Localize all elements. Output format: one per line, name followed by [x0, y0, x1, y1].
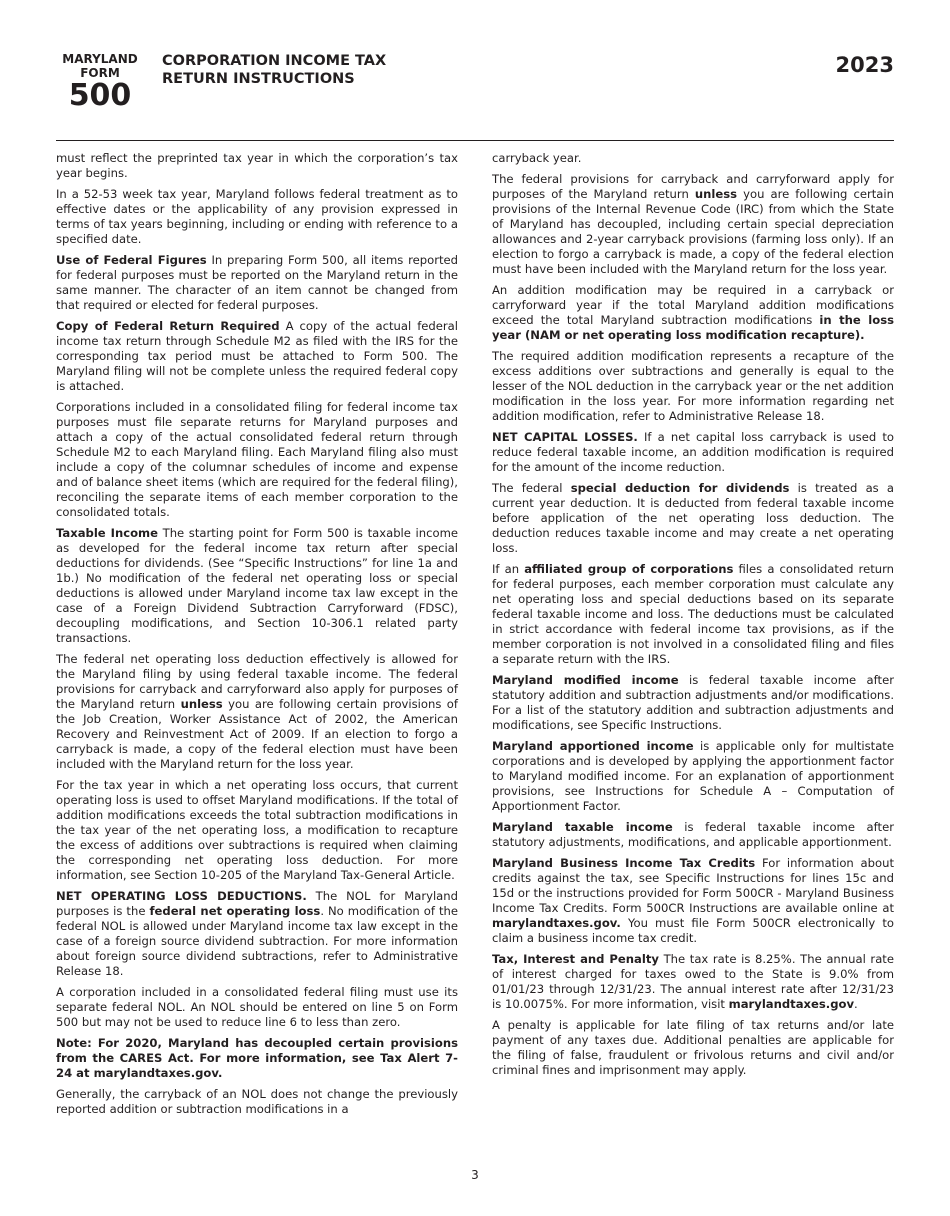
text: The starting point for Form 500 is taxable income as developed for the federal income tax return after special deductions for dividends. (See “Specific Instructions” for line 1a and 1b.) No modification of the federal net operating loss or special deductions is allowed under Maryland income tax law except in the case of a Foreign Dividend Subtraction Carryforward (FDSC), decoupling modifications, and Section 10-306.1 related party transactions.: [56, 526, 458, 645]
text: The required addition modification represents a recapture of the excess additions over subtractions and generally is equal to the lesser of the NOL deduction in the carryback year or the net addition modification in the loss year. For more information regarding net addition modification, refer to Administrative Release 18.: [492, 349, 894, 423]
bold-text: Maryland taxable income: [492, 820, 673, 834]
text: files a consolidated return for federal purposes, each member corporation must calculate any net operating loss and special deductions based on its separate federal taxable income and loss. The deductions must be calculated in strict accordance with federal income tax provisions, as if the member corporation is not involved in a consolidated filing and files a separate return with the IRS.: [492, 562, 895, 666]
form-number: 500: [68, 78, 132, 113]
bold-text: marylandtaxes.gov: [728, 997, 855, 1011]
bold-text: Note: For 2020, Maryland has decoupled certain provisions from the CARES Act. For more information, see Tax Alert 7-24 at marylandtaxes.gov.: [56, 1036, 458, 1080]
bold-text: in the loss year (NAM or net operating loss modification recapture).: [492, 313, 895, 342]
bold-text: Maryland apportioned income: [492, 739, 694, 753]
bold-text: Use of Federal Figures: [56, 253, 207, 267]
paragraph: [492, 283, 894, 343]
text: The federal net operating loss deduction effectively is allowed for the Maryland filing by using federal taxable income. The federal provisions for carryback and carryforward also apply for purposes of the Maryland return: [56, 652, 458, 711]
text: is applicable only for multistate corporations and is developed by applying the apportionment factor to Maryland modified income. For an explanation of apportionment provisions, see Instructions for Schedule A – Computation of Apportionment Factor.: [492, 739, 894, 813]
text: An addition modification may be required in a carryback or carryforward year if the total Maryland addition modifications exceed the total Maryland subtraction modifications: [492, 283, 894, 327]
text: you are following certain provisions of the Internal Revenue Code (IRC) from which the State of Maryland has decoupled, including certain special depreciation allowances and 2-year carryback provisions (farming loss only). If an election to forgo a carryback is made, a copy of the federal election must have been included with the Maryland return for the loss year.: [492, 187, 894, 276]
paragraph: [56, 778, 458, 883]
paragraph: [492, 820, 894, 850]
paragraph: [56, 1036, 458, 1081]
paragraph: [492, 562, 894, 667]
text: . No modification of the federal NOL is allowed under Maryland income tax law except in the case of a foreign source dividend subtraction. For more information about foreign source dividend subtractions, refer to Administrative Release 18.: [56, 904, 458, 978]
state-label: MARYLAND: [62, 52, 138, 66]
text: In a 52-53 week tax year, Maryland follows federal treatment as to effective dates or the applicability of any provision expressed in terms of tax years beginning, including or ending with reference to a specified date.: [56, 187, 458, 246]
paragraph: [56, 400, 458, 520]
text: The NOL for Maryland purposes is the: [56, 889, 458, 918]
paragraph: [492, 673, 894, 733]
text: .: [854, 997, 858, 1011]
text: The federal: [492, 481, 571, 495]
bold-text: federal net operating loss: [149, 904, 321, 918]
text: A penalty is applicable for late filing of tax returns and/or late payment of any taxes due. Additional penalties are applicable for the filing of false, fraudulent or frivolous returns and civil and/or criminal fines and imprisonment may apply.: [492, 1018, 894, 1077]
bold-text: NET CAPITAL LOSSES.: [492, 430, 638, 444]
bold-text: Maryland modified income: [492, 673, 679, 687]
text: If an: [492, 562, 525, 576]
paragraph: [56, 187, 458, 247]
paragraph: [492, 952, 894, 1012]
paragraph: [56, 151, 458, 181]
text: Generally, the carryback of an NOL does not change the previously reported addition or subtraction modifications in a: [56, 1087, 458, 1116]
bold-text: Tax, Interest and Penalty: [492, 952, 659, 966]
paragraph: [56, 889, 458, 979]
left-column: [56, 151, 458, 1123]
tax-year: 2023: [835, 53, 894, 77]
text: You must file Form 500CR electronically to claim a business income tax credit.: [492, 916, 894, 945]
form-id-block: [56, 52, 144, 111]
title-line-1: CORPORATION INCOME TAX: [162, 53, 387, 69]
bold-text: Taxable Income: [56, 526, 158, 540]
paragraph: [56, 319, 458, 394]
text: For the tax year in which a net operating loss occurs, that current operating loss is used to offset Maryland modifications. If the total of addition modifications exceeds the total subtraction modifications in the tax year of the net operating loss, a modification to recapture the excess of additions over subtractions is required when claiming the corresponding net operating loss deduction. For more information, see Section 10-205 of the Maryland Tax-General Article.: [56, 778, 458, 882]
bold-text: affiliated group of corporations: [524, 562, 734, 576]
text: carryback year.: [492, 151, 582, 165]
text: For information about credits against the tax, see Specific Instructions for lines 15c and 15d or the instructions provided for Form 500CR - Maryland Business Income Tax Credits. Form 500CR Instructions are available online at: [492, 856, 894, 915]
text: In preparing Form 500, all items reported for federal purposes must be reported on the Maryland return in the same manner. The character of an item cannot be changed from that required or elected for federal purposes.: [56, 253, 458, 312]
bold-text: unless: [694, 187, 738, 201]
paragraph: [492, 739, 894, 814]
bold-text: Copy of Federal Return Required: [56, 319, 280, 333]
text: Corporations included in a consolidated filing for federal income tax purposes must file separate returns for Maryland purposes and attach a copy of the actual consolidated federal return through Schedule M2 to each Maryland filing. Each Maryland filing also must include a copy of the columnar schedules of income and expense and of balance sheet items (which are required for the federal filing), reconciling the separate items of each member corporation to the consolidated totals.: [56, 400, 458, 519]
paragraph: [492, 481, 894, 556]
text: is federal taxable income after statutory addition and subtraction adjustments and/or modifications. For a list of the statutory addition and subtraction adjustments and modifications, see Specific Instructions.: [492, 673, 894, 732]
paragraph: [56, 652, 458, 772]
bold-text: unless: [180, 697, 223, 711]
paragraph: [492, 430, 894, 475]
paragraph: [492, 1018, 894, 1078]
text: is federal taxable income after statutory adjustments, modifications, and applicable apportionment.: [492, 820, 894, 849]
paragraph: [56, 1087, 458, 1117]
text: A corporation included in a consolidated federal filing must use its separate federal NOL. An NOL should be entered on line 5 on Form 500 but may not be used to reduce line 6 to less than zero.: [56, 985, 458, 1029]
page-number: 3: [471, 1168, 479, 1182]
right-column: [492, 151, 894, 1084]
paragraph: [56, 985, 458, 1030]
bold-text: marylandtaxes.gov.: [492, 916, 621, 930]
header-divider: [56, 140, 894, 141]
paragraph: [56, 253, 458, 313]
bold-text: NET OPERATING LOSS DEDUCTIONS.: [56, 889, 307, 903]
form-label: FORM: [80, 66, 120, 80]
paragraph: [492, 349, 894, 424]
bold-text: special deduction for dividends: [570, 481, 790, 495]
bold-text: Maryland Business Income Tax Credits: [492, 856, 756, 870]
paragraph: [56, 526, 458, 646]
text: If a net capital loss carryback is used to reduce federal taxable income, an addition modification is required for the amount of the income reduction.: [492, 430, 894, 474]
text: must reflect the preprinted tax year in which the corporation’s tax year begins.: [56, 151, 458, 180]
text: you are following certain provisions of the Job Creation, Worker Assistance Act of 2002, the American Recovery and Reinvestment Act of 2009. If an election to forgo a carryback is made, a copy of the federal election must have been included with the Maryland return for the loss year.: [56, 697, 458, 771]
title-line-2: RETURN INSTRUCTIONS: [162, 71, 355, 87]
paragraph: [492, 172, 894, 277]
text: is treated as a current year deduction. It is deducted from federal taxable income before application of the net operating loss deduction. The deduction reduces taxable income and may create a net operating loss.: [492, 481, 894, 555]
text: The tax rate is 8.25%. The annual rate of interest charged for taxes owed to the State is 9.0% from 01/01/23 through 12/31/23. The annual interest rate after 12/31/23 is 10.0075%. For more information, visit: [492, 952, 894, 1011]
text: A copy of the actual federal income tax return through Schedule M2 as filed with the IRS for the corresponding tax period must be attached to Form 500. The Maryland filing will not be complete unless the required federal copy is attached.: [56, 319, 458, 393]
paragraph: [492, 151, 894, 166]
paragraph: [492, 856, 894, 946]
text: The federal provisions for carryback and carryforward apply for purposes of the Maryland return: [492, 172, 894, 201]
page-title: [162, 52, 386, 88]
